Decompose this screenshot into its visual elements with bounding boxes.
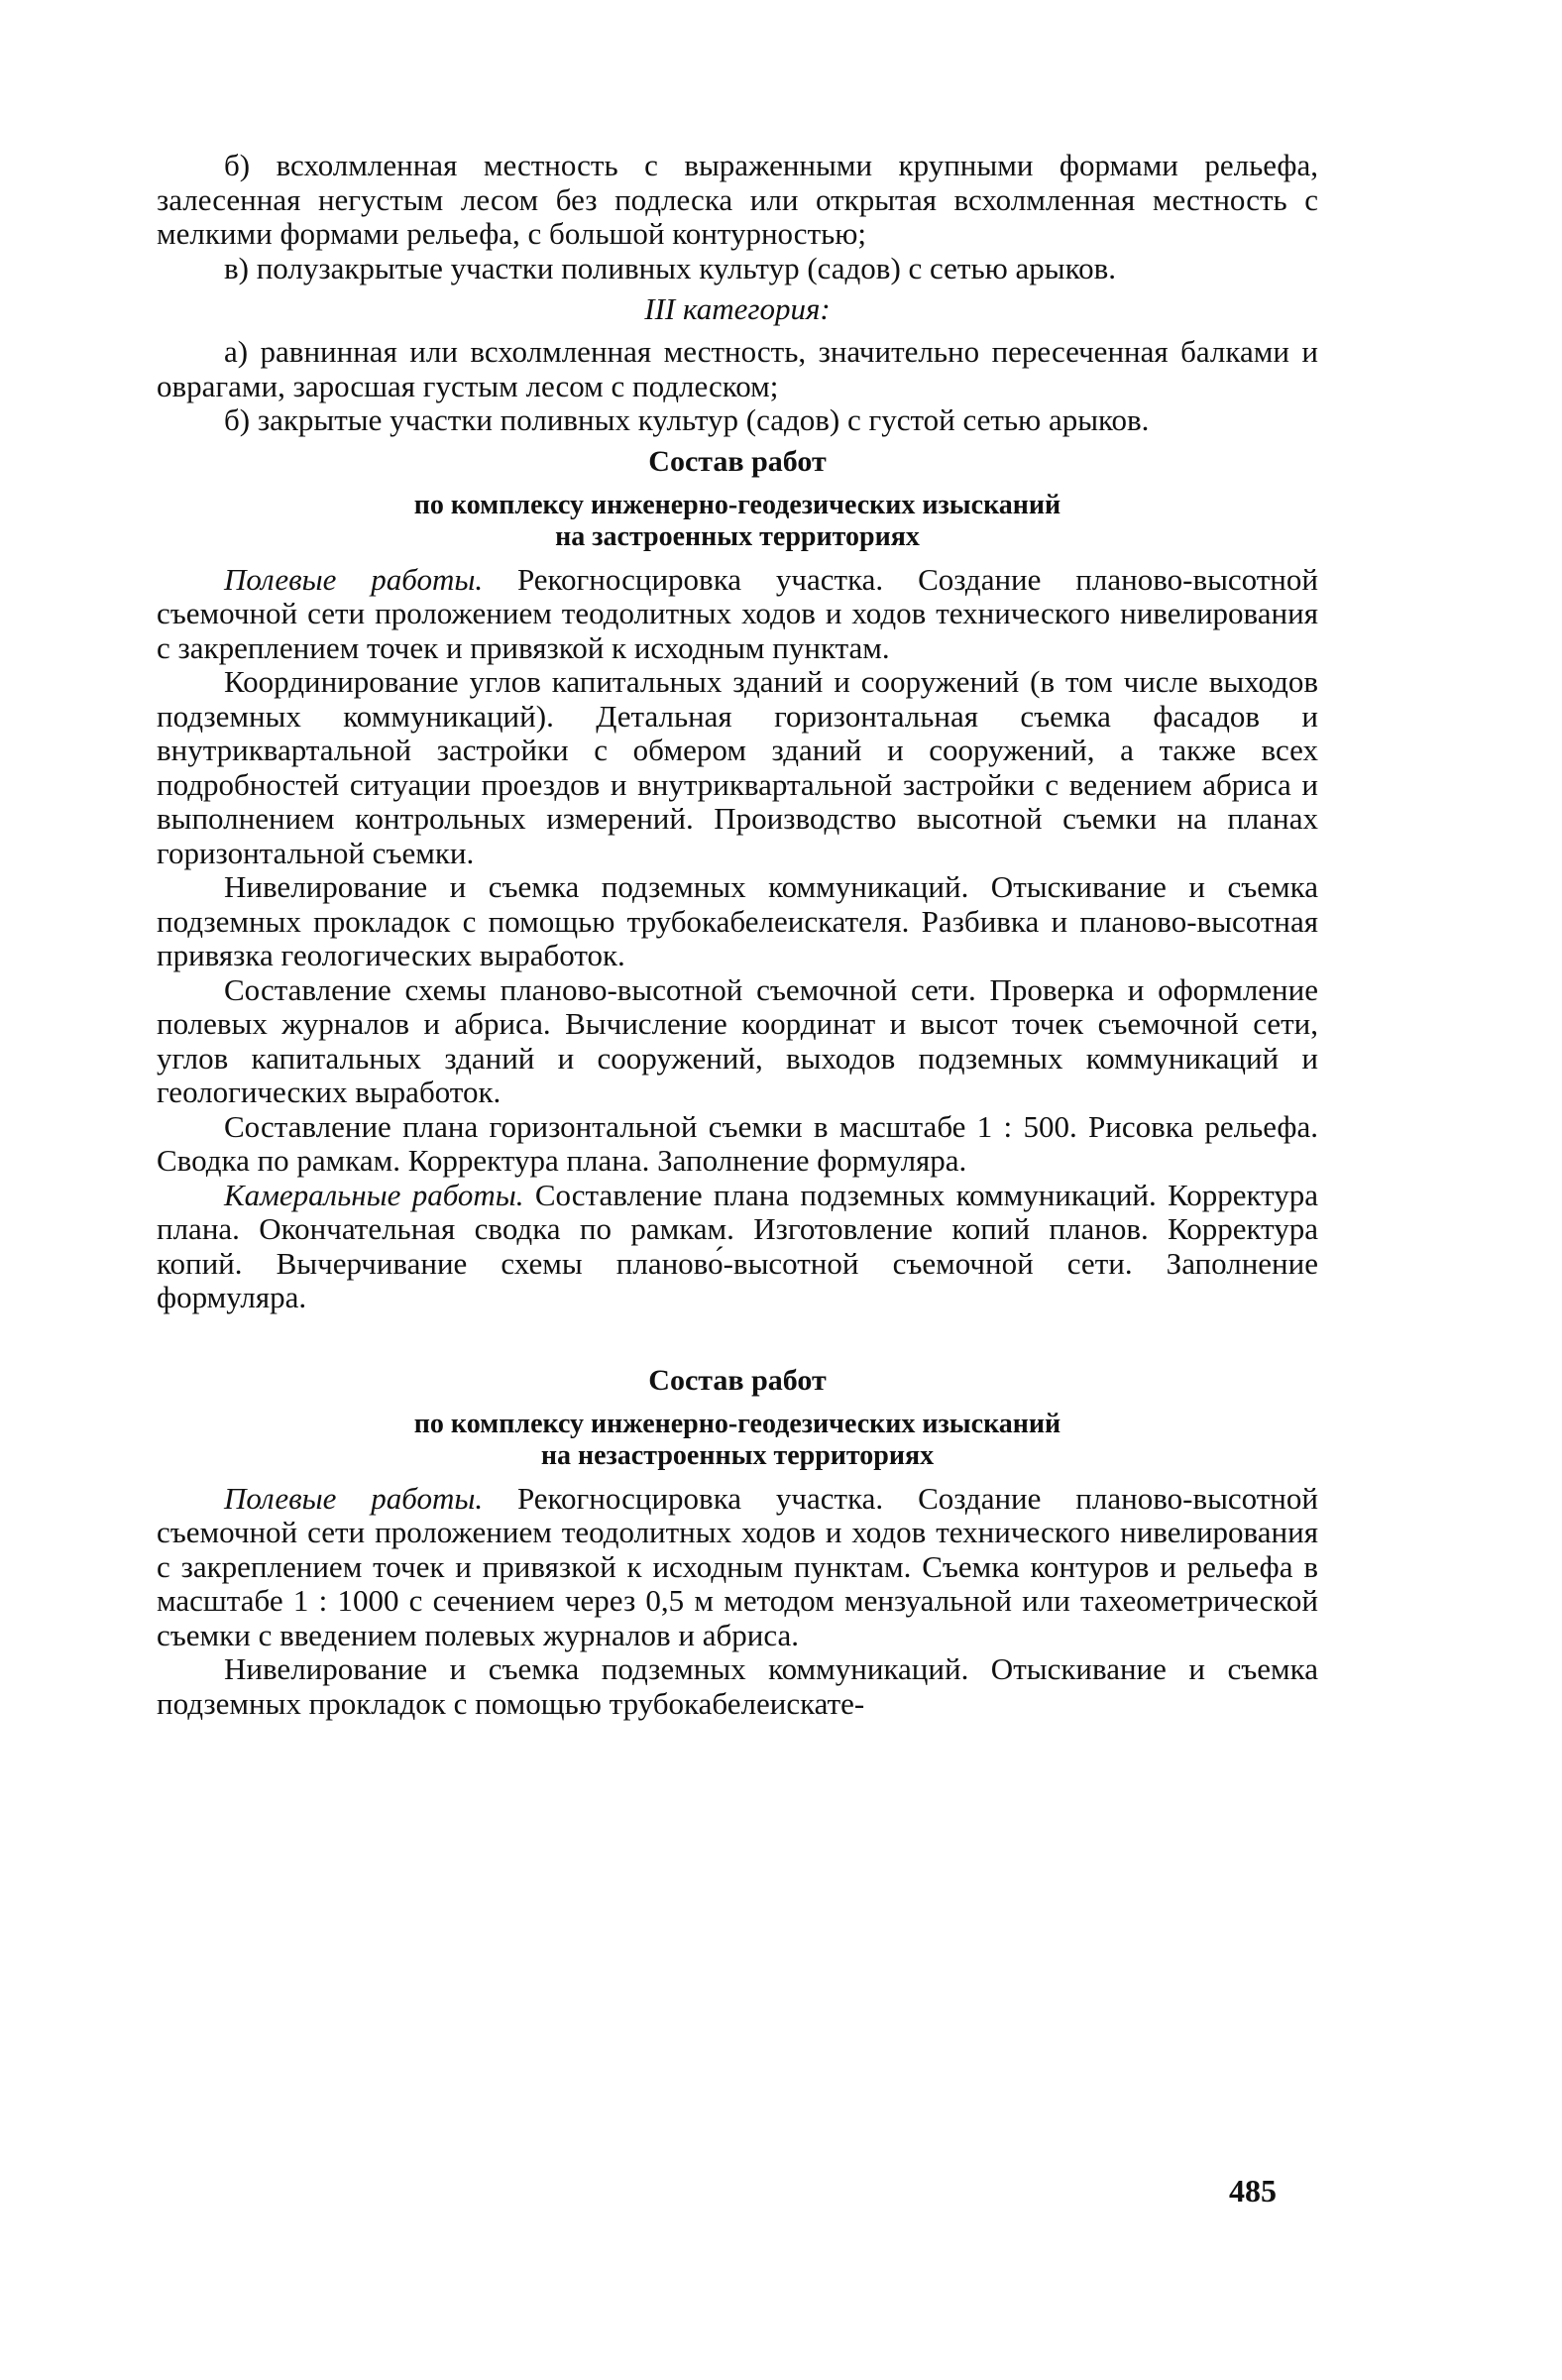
document-page [157, 149, 1318, 1721]
intro-paragraph-b: б) всхолмленная местность с выраженными крупными формами рельефа, залесенная негустым лесом без подлеска или открытая всхолмленная местность с мелкими формами рельефа, с большой контурностью; [157, 148, 1318, 251]
section2-paragraph-1-text: Рекогносцировка участка. Создание планово-высотной съемочной сети проложением теодолитных ходов и ходов технического нивелирования с закреплением точек и привязкой к исходным пунктам. Съемка контуров и рельефа в масштабе 1 : 1000 с сечением через 0,5 м методом мензуальной или тахеометрической съемки с введением полевых журналов и абриса. [157, 1480, 1318, 1652]
section1-paragraph-6-text: Составление плана подземных коммуникаций. Корректура плана. Окончательная сводка по рамкам. Изготовление копий планов. Корректура копий. Вычерчивание схемы планово́-высотной съемочной сети. Заполнение формуляра. [157, 1177, 1319, 1314]
section1-paragraph-3: Нивелирование и съемка подземных коммуникаций. Отыскивание и съемка подземных прокладок с помощью трубокабелеискателя. Разбивка и планово-высотная привязка геологических выработок. [157, 869, 1318, 972]
section1-subtitle [157, 490, 1318, 553]
section2-subtitle-line2: на незастроенных территориях [540, 1439, 935, 1471]
section2-title: Состав работ [648, 1363, 827, 1397]
section2-subtitle-line1: по комплексу инженерно-геодезических изысканий [413, 1408, 1061, 1439]
section1-paragraph-2: Координирование углов капитальных зданий и сооружений (в том числе выходов подземных коммуникаций). Детальная горизонтальная съемка фасадов и внутриквартальной застройки с обмером зданий и сооружений, а также всех подробностей ситуации проездов и внутриквартальной застройки с ведением абриса и выполнением контрольных измерений. Производство высотной съемки на планах горизонтальной съемки. [157, 664, 1318, 870]
category-paragraph-a: а) равнинная или всхолмленная местность, значительно пересеченная балками и оврагами, заросшая густым лесом с подлеском; [157, 334, 1318, 403]
section1-paragraph-1 [157, 563, 1318, 666]
section1-subtitle-line1: по комплексу инженерно-геодезических изысканий [413, 489, 1061, 520]
section1-paragraph-5: Составление плана горизонтальной съемки в масштабе 1 : 500. Рисовка рельефа. Сводка по рамкам. Корректура плана. Заполнение формуляра. [157, 1108, 1318, 1178]
section2-paragraph-1 [157, 1482, 1318, 1653]
section2-paragraph-2: Нивелирование и съемка подземных коммуникаций. Отыскивание и съемка подземных прокладок с помощью трубокабелеискате- [157, 1651, 1318, 1721]
category-heading: III категория: [644, 291, 831, 326]
section1-office-works-lead: Камеральные работы. [224, 1177, 524, 1212]
intro-paragraph-v: в) полузакрытые участки поливных культур (садов) с сетью арыков. [224, 250, 1116, 285]
section-spacer [157, 1315, 1318, 1357]
section1-paragraph-4: Составление схемы планово-высотной съемочной сети. Проверка и оформление полевых журналов и абриса. Вычисление координат и высот точек съемочной сети, углов капитальных зданий и сооружений, выходов подземных коммуникаций и геологических выработок. [157, 971, 1318, 1109]
category-paragraph-b: б) закрытые участки поливных культур (садов) с густой сетью арыков. [224, 402, 1150, 437]
page-number: 485 [1229, 2173, 1277, 2209]
section2-field-works-lead: Полевые работы. [224, 1480, 484, 1516]
section1-paragraph-6 [157, 1179, 1318, 1315]
section1-title: Состав работ [648, 444, 827, 478]
section2-subtitle [157, 1409, 1318, 1472]
section1-paragraph-1-text: Рекогносцировка участка. Создание планово-высотной съемочной сети проложением теодолитных ходов и ходов технического нивелирования с закреплением точек и привязкой к исходным пунктам. [157, 561, 1318, 665]
section1-subtitle-line2: на застроенных территориях [555, 520, 920, 552]
section1-field-works-lead: Полевые работы. [224, 561, 484, 597]
